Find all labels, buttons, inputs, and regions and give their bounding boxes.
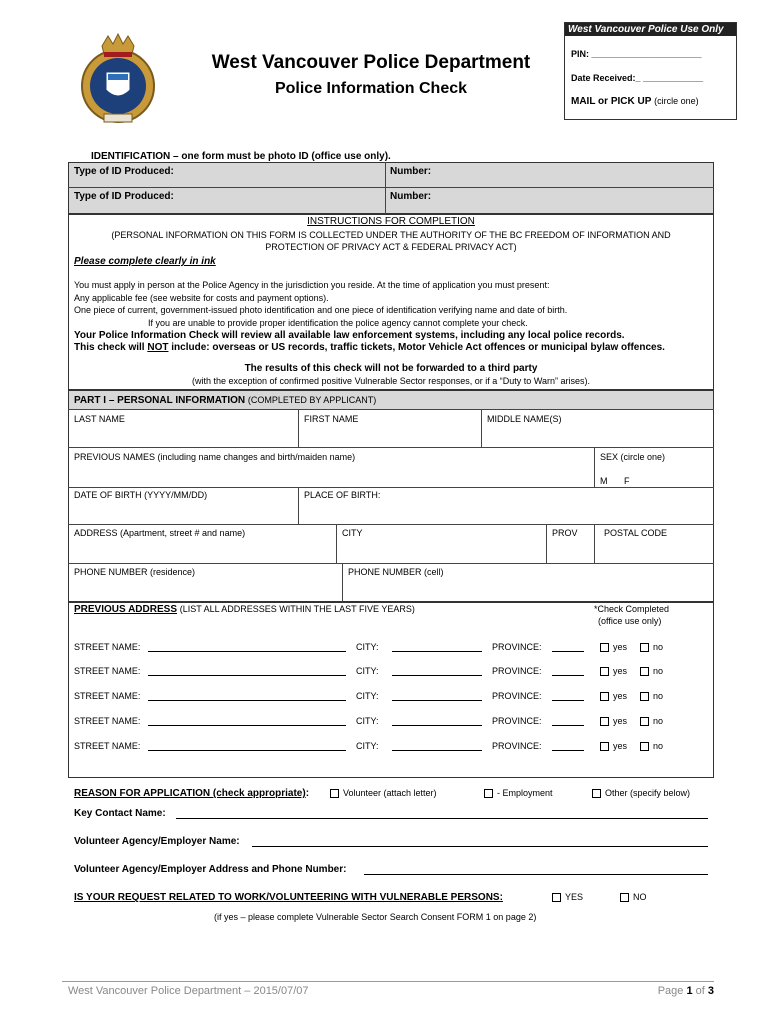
mail-pickup-label: MAIL or PICK UP — [571, 96, 652, 107]
police-use-box — [564, 22, 737, 120]
check-yes-checkbox[interactable] — [600, 667, 609, 676]
check-no-option-5[interactable] — [640, 741, 663, 751]
reason-volunteer-option[interactable] — [330, 788, 437, 798]
dob-field[interactable]: DATE OF BIRTH (YYYY/MM/DD) — [74, 490, 208, 500]
check-yes-label: yes — [613, 741, 628, 751]
street-name-input-5[interactable] — [148, 750, 346, 751]
check-no-checkbox[interactable] — [640, 692, 649, 701]
city-label-5: CITY: — [356, 741, 379, 751]
city-field[interactable]: CITY — [342, 528, 363, 538]
vulnerable-yes-label: YES — [565, 892, 584, 902]
province-input-4[interactable] — [552, 725, 584, 726]
street-name-input-2[interactable] — [148, 675, 346, 676]
instructions-p6-b: include: overseas or US records, traffic tickets, Motor Vehicle Act offences or municipal bylaw offences. — [168, 342, 665, 353]
vulnerable-no-checkbox[interactable] — [620, 893, 629, 902]
previous-address-note: (LIST ALL ADDRESSES WITHIN THE LAST FIVE YEARS) — [179, 604, 415, 614]
instructions-p7: The results of this check will not be forwarded to a third party — [244, 363, 538, 374]
page-indicator — [658, 985, 714, 997]
previous-address-heading — [74, 604, 415, 615]
page-prefix: Page — [657, 985, 687, 997]
page-number: 1 — [686, 985, 693, 997]
street-name-label-1: STREET NAME: — [74, 642, 141, 652]
agency-name-input[interactable] — [252, 846, 708, 847]
province-label-4: PROVINCE: — [492, 716, 542, 726]
check-no-label: no — [653, 642, 664, 652]
check-no-label: no — [653, 666, 664, 676]
city-input-5[interactable] — [392, 750, 482, 751]
check-yes-option-4[interactable] — [600, 716, 627, 726]
province-input-1[interactable] — [552, 651, 584, 652]
province-label-1: PROVINCE: — [492, 642, 542, 652]
street-name-label-3: STREET NAME: — [74, 691, 141, 701]
address-field[interactable]: ADDRESS (Apartment, street # and name) — [74, 528, 246, 538]
city-label-2: CITY: — [356, 666, 379, 676]
part1-heading-label: PART I – PERSONAL INFORMATION — [74, 395, 246, 406]
street-name-input-1[interactable] — [148, 651, 346, 652]
previous-address-label: PREVIOUS ADDRESS — [74, 604, 177, 615]
vulnerable-note: (if yes – please complete Vulnerable Sector Search Consent FORM 1 on page 2) — [214, 912, 537, 922]
check-yes-option-2[interactable] — [600, 666, 627, 676]
identification-heading: IDENTIFICATION – one form must be photo ID (office use only). — [91, 151, 391, 162]
phone-residence-field[interactable]: PHONE NUMBER (residence) — [74, 567, 196, 577]
vulnerable-yes-option[interactable] — [552, 892, 583, 902]
page-total: 3 — [707, 985, 714, 997]
prov-field[interactable]: PROV — [552, 528, 578, 538]
instructions-p6-a: This check will — [74, 342, 148, 353]
check-yes-option-3[interactable] — [600, 691, 627, 701]
instructions-p1: You must apply in person at the Police Agency in the jurisdiction you reside. At the time of application you must present: — [74, 280, 550, 290]
check-yes-checkbox[interactable] — [600, 643, 609, 652]
reason-other-option[interactable] — [592, 788, 690, 798]
check-no-checkbox[interactable] — [640, 643, 649, 652]
sex-f-option[interactable]: F — [624, 476, 630, 486]
agency-address-label: Volunteer Agency/Employer Address and Phone Number: — [74, 864, 347, 875]
reason-heading-label: REASON FOR APPLICATION (check appropriate) — [74, 788, 306, 799]
street-name-label-5: STREET NAME: — [74, 741, 141, 751]
province-input-3[interactable] — [552, 700, 584, 701]
first-name-field[interactable]: FIRST NAME — [304, 414, 359, 424]
city-input-4[interactable] — [392, 725, 482, 726]
check-no-option-1[interactable] — [640, 642, 663, 652]
street-name-input-3[interactable] — [148, 700, 346, 701]
key-contact-input[interactable] — [176, 818, 708, 819]
check-no-checkbox[interactable] — [640, 717, 649, 726]
form-title: Police Information Check — [274, 80, 468, 97]
check-yes-label: yes — [613, 666, 628, 676]
check-yes-label: yes — [613, 716, 628, 726]
check-no-option-2[interactable] — [640, 666, 663, 676]
instructions-p2: Any applicable fee (see website for costs and payment options). — [74, 293, 329, 303]
mail-pickup-note: (circle one) — [654, 96, 699, 106]
vulnerable-no-label: NO — [633, 892, 647, 902]
reason-employment-option[interactable] — [484, 788, 553, 798]
check-yes-checkbox[interactable] — [600, 692, 609, 701]
instructions-notice-1: (PERSONAL INFORMATION ON THIS FORM IS COLLECTED UNDER THE AUTHORITY OF THE BC FREEDOM OF INFORMATION AND — [111, 230, 671, 240]
vulnerable-yes-checkbox[interactable] — [552, 893, 561, 902]
agency-title: West Vancouver Police Department — [211, 52, 531, 73]
instructions-p3: One piece of current, government-issued photo identification and one piece of identification verifying name and date of birth. — [74, 305, 568, 315]
previous-names-field[interactable]: PREVIOUS NAMES (including name changes and birth/maiden name) — [74, 452, 356, 462]
id-number-label-2[interactable]: Number: — [390, 191, 432, 202]
check-yes-option-1[interactable] — [600, 642, 627, 652]
phone-cell-field[interactable]: PHONE NUMBER (cell) — [348, 567, 444, 577]
reason-heading: REASON FOR APPLICATION (check appropriate): — [74, 788, 310, 799]
last-name-field[interactable]: LAST NAME — [74, 414, 125, 424]
check-no-option-4[interactable] — [640, 716, 663, 726]
volunteer-checkbox[interactable] — [330, 789, 339, 798]
instructions-p6 — [74, 342, 665, 353]
volunteer-label: Volunteer (attach letter) — [343, 788, 437, 798]
street-name-input-4[interactable] — [148, 725, 346, 726]
police-crest-logo — [78, 28, 158, 128]
footer-rule — [62, 981, 714, 982]
check-yes-checkbox[interactable] — [600, 742, 609, 751]
pob-field[interactable]: PLACE OF BIRTH: — [304, 490, 381, 500]
check-no-checkbox[interactable] — [640, 742, 649, 751]
page-mid: of — [692, 985, 708, 997]
id-type-label-1[interactable]: Type of ID Produced: — [74, 166, 174, 177]
agency-address-input[interactable] — [364, 874, 708, 875]
province-input-2[interactable] — [552, 675, 584, 676]
pin-field[interactable]: PIN: ______________________ — [571, 49, 702, 59]
key-contact-label: Key Contact Name: — [74, 808, 166, 819]
date-received-field[interactable]: Date Received:_ ____________ — [571, 73, 704, 83]
check-yes-label: yes — [613, 691, 628, 701]
check-no-checkbox[interactable] — [640, 667, 649, 676]
vulnerable-question: IS YOUR REQUEST RELATED TO WORK/VOLUNTEERING WITH VULNERABLE PERSONS: — [74, 892, 503, 903]
employment-label: - Employment — [497, 788, 553, 798]
instructions-p8: (with the exception of confirmed positive Vulnerable Sector responses, or if a “Duty to Warn” arises). — [191, 376, 590, 386]
instructions-notice-2: PROTECTION OF PRIVACY ACT & FEDERAL PRIVACY ACT) — [265, 242, 517, 252]
vulnerable-no-option[interactable] — [620, 892, 647, 902]
check-office-use-label: (office use only) — [598, 616, 662, 626]
ink-instruction: Please complete clearly in ink — [74, 256, 216, 267]
city-input-1[interactable] — [392, 651, 482, 652]
id-type-label-2[interactable]: Type of ID Produced: — [74, 191, 174, 202]
part1-heading — [74, 395, 376, 406]
check-no-label: no — [653, 691, 664, 701]
other-label: Other (specify below) — [605, 788, 691, 798]
street-name-label-4: STREET NAME: — [74, 716, 141, 726]
middle-name-field[interactable]: MIDDLE NAME(S) — [487, 414, 562, 424]
province-label-3: PROVINCE: — [492, 691, 542, 701]
employment-checkbox[interactable] — [484, 789, 493, 798]
check-yes-label: yes — [613, 642, 628, 652]
city-input-2[interactable] — [392, 675, 482, 676]
previous-address-box — [68, 602, 714, 778]
police-use-title: West Vancouver Police Use Only — [565, 23, 736, 36]
province-label-2: PROVINCE: — [492, 666, 542, 676]
province-input-5[interactable] — [552, 750, 584, 751]
sex-m-option[interactable]: M — [600, 476, 608, 486]
mail-pickup-row — [571, 96, 699, 107]
agency-name-label: Volunteer Agency/Employer Name: — [74, 836, 240, 847]
province-label-5: PROVINCE: — [492, 741, 542, 751]
city-label-3: CITY: — [356, 691, 379, 701]
city-label-1: CITY: — [356, 642, 379, 652]
instructions-p4: If you are unable to provide proper identification the police agency cannot complete your check. — [148, 318, 528, 328]
other-checkbox[interactable] — [592, 789, 601, 798]
check-yes-checkbox[interactable] — [600, 717, 609, 726]
sex-field[interactable]: SEX (circle one) — [600, 452, 666, 462]
check-completed-label: *Check Completed — [594, 604, 670, 614]
city-input-3[interactable] — [392, 700, 482, 701]
city-label-4: CITY: — [356, 716, 379, 726]
instructions-title: INSTRUCTIONS FOR COMPLETION — [307, 216, 475, 227]
check-no-option-3[interactable] — [640, 691, 663, 701]
postal-code-field[interactable]: POSTAL CODE — [604, 528, 668, 538]
check-no-label: no — [653, 741, 664, 751]
instructions-p6-not: NOT — [147, 342, 169, 353]
part1-heading-note: (COMPLETED BY APPLICANT) — [247, 395, 377, 405]
street-name-label-2: STREET NAME: — [74, 666, 141, 676]
check-no-label: no — [653, 716, 664, 726]
footer-left: West Vancouver Police Department – 2015/07/07 — [68, 985, 309, 997]
id-number-label-1[interactable]: Number: — [390, 166, 432, 177]
instructions-p5: Your Police Information Check will review all available law enforcement systems, including any local police records. — [74, 330, 625, 341]
check-yes-option-5[interactable] — [600, 741, 627, 751]
